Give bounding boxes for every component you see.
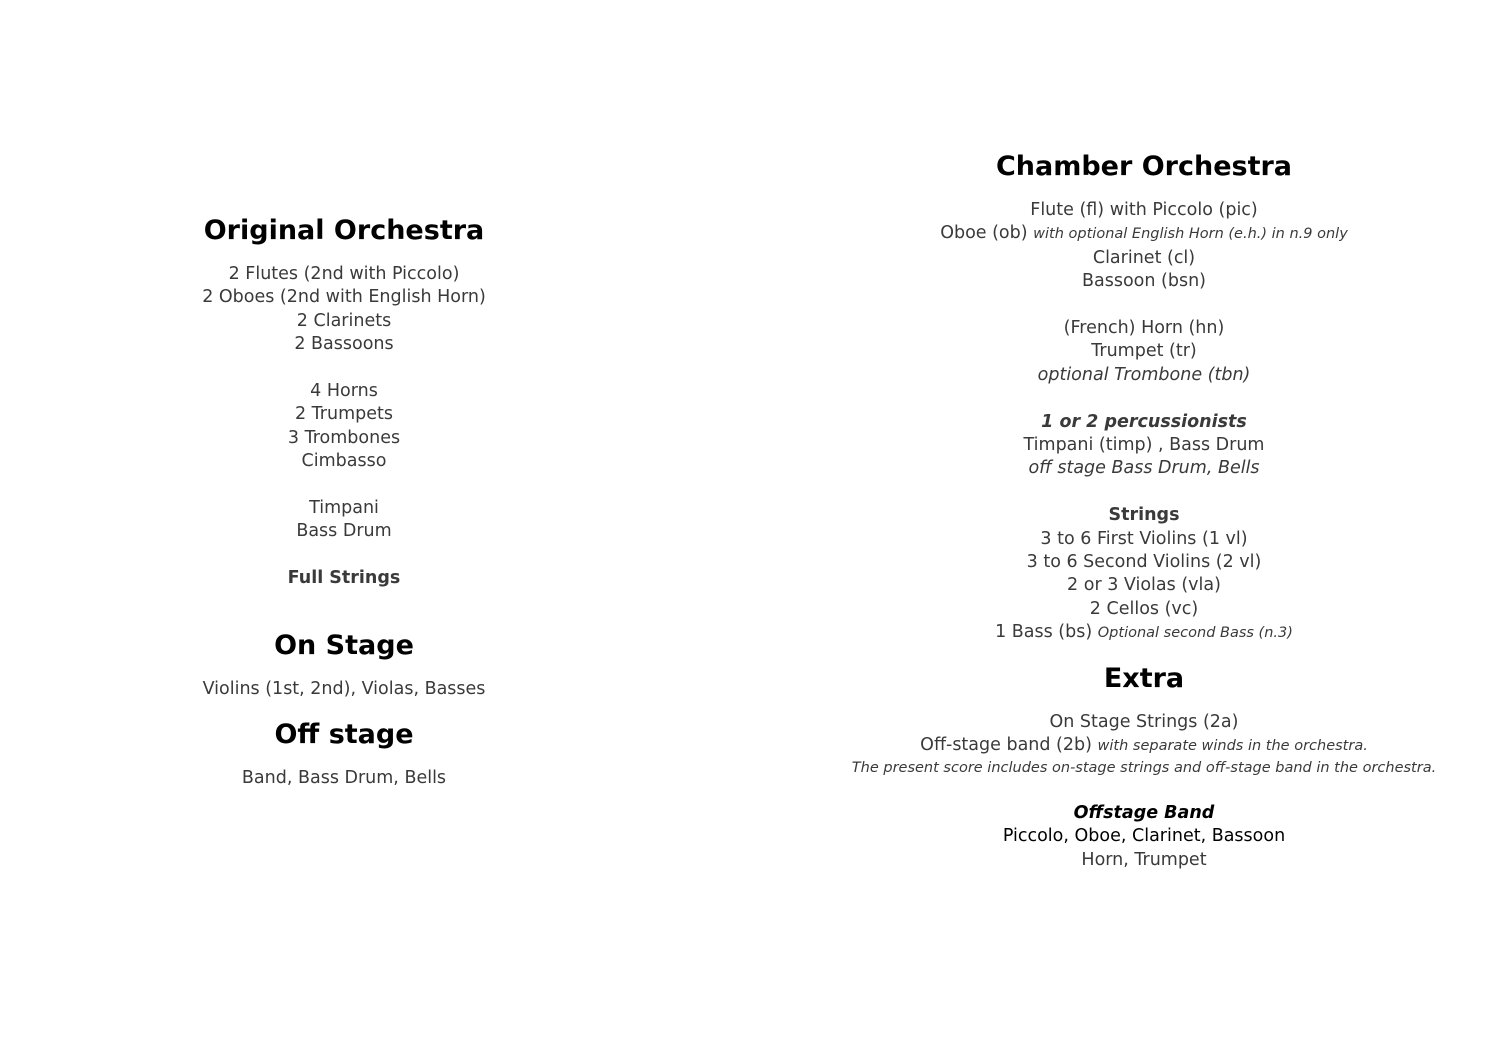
offstage-band-brass: Horn, Trumpet — [1081, 849, 1207, 870]
strings-line: 2 or 3 Violas (vla) — [1067, 575, 1221, 596]
woodwind-line: 2 Flutes (2nd with Piccolo) — [228, 264, 460, 284]
oboe-line — [804, 222, 1484, 246]
brass-line: 2 Trumpets — [294, 404, 393, 425]
percussion-heading: 1 or 2 percussionists — [1041, 411, 1247, 432]
brass-line: 4 Horns — [310, 381, 378, 402]
percussion-line: Timpani — [309, 498, 379, 519]
on-stage-strings-line: On Stage Strings (2a) — [1049, 711, 1239, 732]
strings-line: 2 Cellos (vc) — [1089, 598, 1199, 619]
brass-line: Cimbasso — [301, 451, 387, 472]
percussion-line: Bass Drum — [296, 521, 392, 542]
full-strings-label: Full Strings — [287, 568, 401, 589]
off-stage-title: Off stage — [274, 719, 414, 751]
brass-line: 3 Trombones — [287, 427, 401, 448]
clarinet-line: Clarinet (cl) — [1092, 247, 1196, 268]
offstage-band-heading: Offstage Band — [1073, 802, 1215, 823]
percussion-offstage-line: off stage Bass Drum, Bells — [1028, 458, 1260, 479]
on-stage-text: Violins (1st, 2nd), Violas, Basses — [202, 678, 486, 699]
horn-line: (French) Horn (hn) — [1063, 318, 1225, 339]
strings-line: 3 to 6 Second Violins (2 vl) — [1026, 552, 1262, 573]
bass-note: Optional second Bass (n.3) — [1097, 625, 1293, 642]
bass-line — [804, 621, 1484, 645]
off-stage-text: Band, Bass Drum, Bells — [241, 768, 447, 789]
offstage-band-label: Off-stage band (2b) — [920, 735, 1092, 756]
original-orchestra-title: Original Orchestra — [203, 215, 485, 246]
score-note: The present score includes on-stage strings and off-stage band in the orchestra. — [851, 760, 1437, 777]
bassoon-line: Bassoon (bsn) — [1081, 271, 1206, 292]
extra-title: Extra — [1103, 662, 1185, 694]
chamber-orchestra-section — [804, 148, 1484, 872]
woodwind-line: 2 Clarinets — [296, 310, 392, 331]
trumpet-line: Trumpet (tr) — [1091, 341, 1197, 362]
oboe-note: with optional English Horn (e.h.) in n.9 only — [1033, 226, 1348, 243]
bass-label: 1 Bass (bs) — [995, 622, 1093, 643]
offstage-band-note: with separate winds in the orchestra. — [1097, 738, 1368, 755]
woodwind-line: 2 Bassoons — [294, 334, 394, 355]
trombone-line: optional Trombone (tbn) — [1037, 364, 1251, 385]
offstage-band-winds: Piccolo, Oboe, Clarinet, Bassoon — [1002, 826, 1286, 847]
oboe-label: Oboe (ob) — [940, 223, 1028, 244]
flute-line: Flute (fl) with Piccolo (pic) — [1030, 200, 1258, 220]
percussion-line: Timpani (timp) , Bass Drum — [1023, 435, 1265, 456]
on-stage-title: On Stage — [274, 629, 414, 661]
woodwind-line: 2 Oboes (2nd with English Horn) — [202, 287, 486, 308]
offstage-band-line — [804, 734, 1484, 758]
strings-line: 3 to 6 First Violins (1 vl) — [1040, 528, 1248, 549]
original-orchestra-section — [94, 212, 594, 790]
strings-heading: Strings — [1108, 505, 1180, 526]
chamber-orchestra-title: Chamber Orchestra — [995, 151, 1293, 182]
